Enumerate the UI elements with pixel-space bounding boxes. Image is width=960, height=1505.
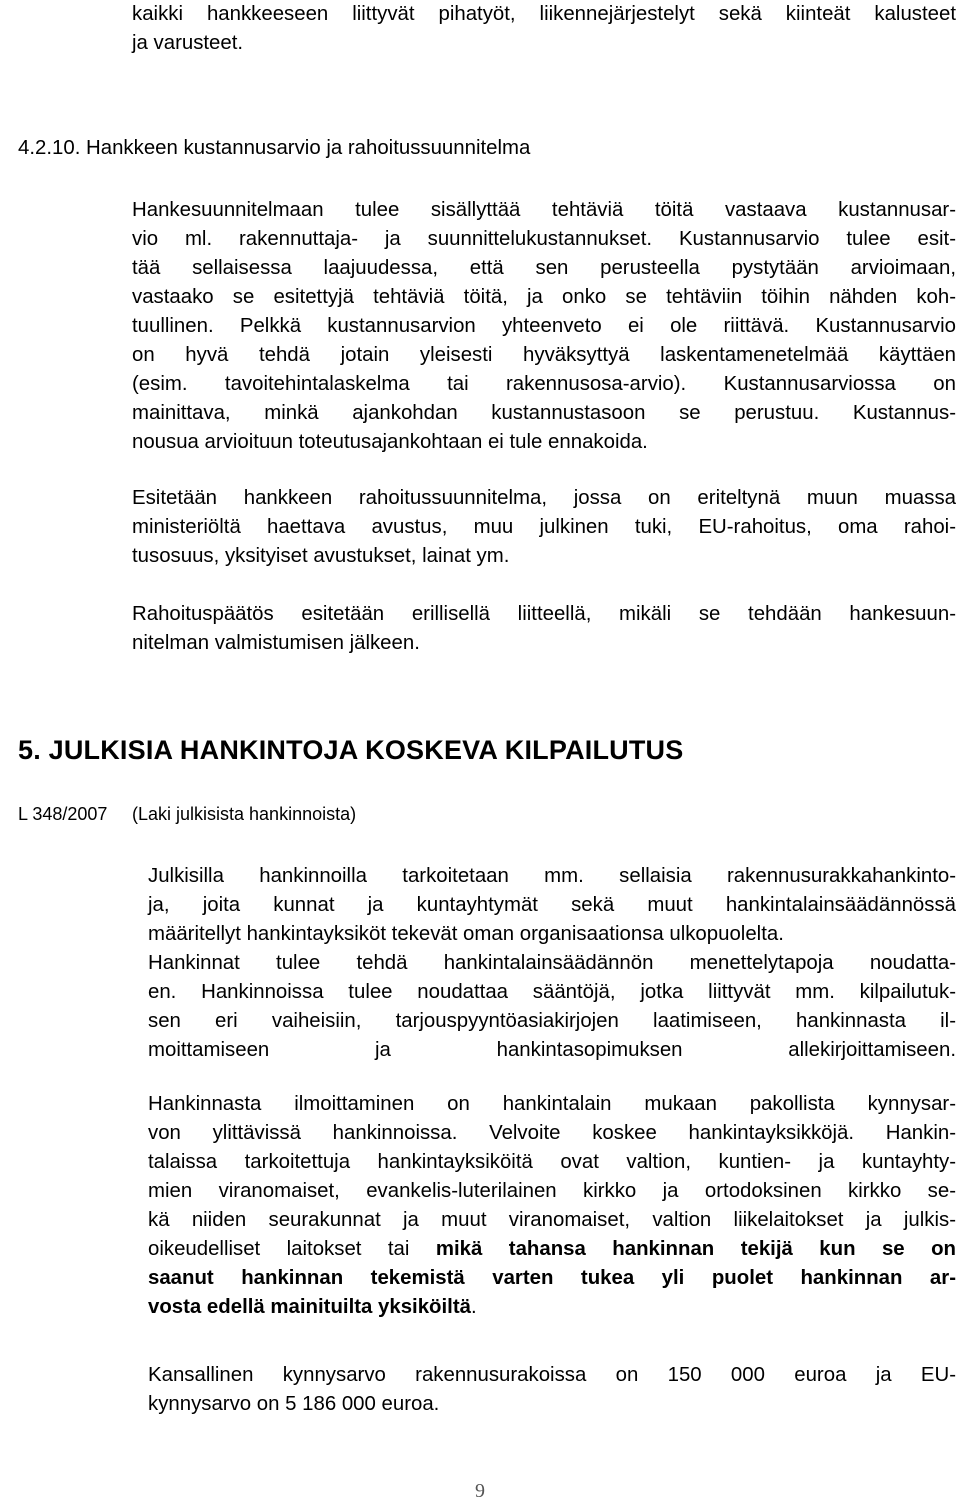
text-line: Rahoituspäätös esitetään erillisellä liitteellä, mikäli se tehdään hankesuun- [132, 603, 956, 625]
text-line: Hankesuunnitelmaan tulee sisällyttää tehtäviä töitä vastaava kustannusar- [132, 199, 956, 221]
paragraph-thresholds [148, 1361, 956, 1419]
text-line [148, 1264, 956, 1293]
law-name: (Laki julkisista hankinnoista) [132, 804, 357, 824]
text-line: mien viranomaiset, evankelis-luterilainen kirkko ja ortodoksinen kirkko se- [148, 1180, 956, 1202]
text-line: nousua arvioituun toteutusajankohtaan ei tule ennakoida. [132, 431, 648, 453]
text-line: ministeriöltä haettava avustus, muu julkinen tuki, EU-rahoitus, oma rahoi- [132, 516, 956, 538]
text-line: tuullinen. Pelkkä kustannusarvion yhteenveto ei ole riittävä. Kustannusarvio [132, 315, 956, 337]
text-line: vio ml. rakennuttaja- ja suunnittelukustannukset. Kustannusarvio tulee esit- [132, 228, 956, 250]
text-line: moittamiseen ja hankintasopimuksen allekirjoittamiseen. [148, 1039, 956, 1061]
text-line: ja varusteet. [132, 32, 244, 54]
bold-text: saanut hankinnan tekemistä varten tukea yli puolet hankinnan ar- [148, 1267, 956, 1289]
text-span: oikeudelliset laitokset tai [148, 1238, 436, 1260]
text-line: tää sellaisessa laajuudessa, että sen perusteella pystytään arvioimaan, [132, 257, 956, 279]
bold-text: mikä tahansa hankinnan tekijä kun se on [435, 1238, 956, 1260]
text-span: . [470, 1296, 477, 1318]
text-line: vastaako se esitettyjä tehtäviä töitä, ja onko se tehtäviin töihin nähden koh- [132, 286, 956, 308]
text-line [148, 1293, 956, 1322]
text-line: Hankinnat tulee tehdä hankintalainsäädännön menettelytapoja noudatta- [148, 952, 956, 974]
text-line [148, 1235, 956, 1264]
text-line: tusosuus, yksityiset avustukset, lainat ym. [132, 545, 510, 567]
text-line: von ylittävissä hankinnoissa. Velvoite koskee hankintayksikköjä. Hankin- [148, 1122, 956, 1144]
text-line: kaikki hankkeeseen liittyvät pihatyöt, liikennejärjestelyt sekä kiinteät kalusteet [132, 3, 956, 25]
text-line: en. Hankinnoissa tulee noudattaa sääntöjä, jotka liittyvät mm. kilpailutuk- [148, 981, 956, 1003]
text-line: kynnysarvo on 5 186 000 euroa. [148, 1393, 440, 1415]
text-line: (esim. tavoitehintalaskelma tai rakennusosa-arvio). Kustannusarviossa on [132, 373, 956, 395]
text-line: kä niiden seurakunnat ja muut viranomaiset, valtion liikelaitokset ja julkis- [148, 1209, 956, 1231]
text-line: talaissa tarkoitettuja hankintayksiköitä ovat valtion, kuntien- ja kuntayhty- [148, 1151, 956, 1173]
intro-paragraph [132, 0, 956, 58]
paragraph-financing-decision [132, 600, 956, 658]
text-line: Julkisilla hankinnoilla tarkoitetaan mm. sellaisia rakennusurakkahankinto- [148, 865, 956, 887]
paragraph-procurement-notice [148, 1090, 956, 1322]
text-line: Kansallinen kynnysarvo rakennusurakoissa on 150 000 euroa ja EU- [148, 1364, 956, 1386]
text-line: mainittava, minkä ajankohdan kustannustasoon se perustuu. Kustannus- [132, 402, 956, 424]
text-line: nitelman valmistumisen jälkeen. [132, 632, 420, 654]
paragraph-cost-estimate [132, 196, 956, 457]
paragraph-public-procurement [148, 862, 956, 1065]
text-line: sen eri vaiheisiin, tarjouspyyntöasiakirjojen laatimiseen, hankinnasta il- [148, 1010, 956, 1032]
section-heading: 4.2.10. Hankkeen kustannusarvio ja rahoitussuunnitelma [18, 137, 531, 159]
text-line: on hyvä tehdä jotain yleisesti hyväksyttyä laskentamenetelmää käyttäen [132, 344, 956, 366]
text-line: ja, joita kunnat ja kuntayhtymät sekä muut hankintalainsäädännössä [148, 894, 956, 916]
page-number: 9 [475, 1480, 485, 1502]
law-reference: L 348/2007 [18, 804, 108, 824]
paragraph-financing-plan [132, 484, 956, 571]
text-line: Esitetään hankkeen rahoitussuunnitelma, jossa on eriteltynä muun muassa [132, 487, 956, 509]
text-line: määritellyt hankintayksiköt tekevät oman organisaationsa ulkopuolelta. [148, 923, 784, 945]
chapter-heading: 5. JULKISIA HANKINTOJA KOSKEVA KILPAILUTUS [18, 735, 684, 765]
bold-text: vosta edellä mainituilta yksiköiltä [148, 1296, 471, 1318]
text-line: Hankinnasta ilmoittaminen on hankintalain mukaan pakollista kynnysar- [148, 1093, 956, 1115]
